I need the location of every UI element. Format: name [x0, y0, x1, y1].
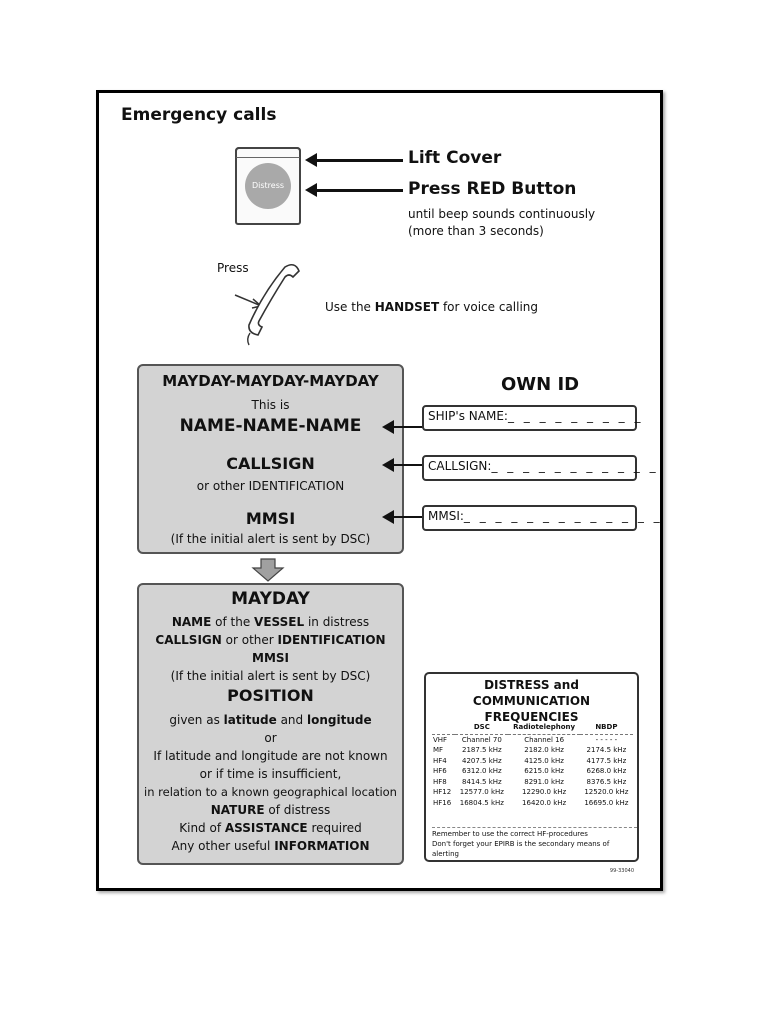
frequencies-notes — [432, 827, 637, 859]
nbdp-cell: 8376.5 kHz — [586, 777, 627, 786]
assistance-bold: ASSISTANCE — [224, 821, 308, 835]
band-cell: VHF — [433, 735, 448, 744]
nature-line — [139, 803, 402, 817]
dsc-cell: 16804.5 kHz — [459, 798, 504, 807]
any-other-useful: Any other useful — [171, 839, 271, 853]
assistance-line — [139, 821, 402, 835]
geo-location-line: in relation to a known geographical location — [144, 785, 397, 799]
hf-procedures-note: Remember to use the correct HF-procedures — [432, 830, 588, 838]
emergency-calls-card — [96, 90, 663, 891]
frequencies-title-line2: FREQUENCIES — [484, 710, 579, 724]
col-radiotelephony: Radiotelephony — [508, 722, 579, 735]
insufficient-line: or if time is insufficient, — [199, 767, 342, 781]
frequencies-title-line1: DISTRESS and COMMUNICATION — [472, 678, 591, 708]
ship-name-blank: _ _ _ _ _ _ _ _ _ — [507, 409, 644, 423]
cover-lid — [235, 147, 301, 158]
callsign-field[interactable] — [422, 455, 659, 481]
nbdp-cell: 12520.0 kHz — [584, 788, 629, 796]
dsc-cell: 2187.5 kHz — [462, 746, 502, 754]
table-row — [432, 756, 633, 767]
dsc-cell: 6312.0 kHz — [462, 767, 502, 775]
ship-name-arrow-head — [382, 420, 394, 434]
identification-bold: IDENTIFICATION — [277, 633, 386, 647]
nbdp-cell: 6268.0 kHz — [586, 767, 627, 775]
callsign-line — [139, 633, 402, 647]
handset-icon — [217, 253, 317, 353]
this-is: This is — [251, 398, 290, 412]
handset-instruction — [325, 300, 538, 314]
table-row — [432, 788, 633, 799]
dsc-cell: 8414.5 kHz — [462, 777, 502, 786]
lift-cover-arrow-head — [305, 153, 317, 167]
band-cell: MF — [433, 746, 444, 754]
name-of-the: of the — [215, 615, 251, 629]
dsc-cell: 12577.0 kHz — [459, 788, 504, 796]
down-arrow-icon — [251, 558, 285, 582]
col-dsc: DSC — [455, 722, 508, 735]
frequencies-title — [426, 677, 637, 725]
table-row — [432, 777, 633, 788]
or-line: or — [264, 731, 277, 745]
callsign-arrow-head — [382, 458, 394, 472]
table-row — [432, 798, 633, 809]
lift-cover-arrow-line — [315, 159, 403, 162]
and-word: and — [280, 713, 304, 727]
mayday-repeat: MAYDAY-MAYDAY-MAYDAY — [162, 372, 379, 390]
position-heading: POSITION — [227, 686, 314, 705]
name-repeat: NAME-NAME-NAME — [179, 416, 362, 436]
mmsi-connector — [391, 516, 425, 518]
press-label: Press — [217, 261, 249, 275]
epirb-note: Don't forget your EPIRB is the secondary means of alerting — [432, 840, 610, 858]
handset-prefix: Use the — [325, 300, 371, 314]
nbdp-cell: 2174.5 kHz — [586, 746, 627, 754]
nbdp-cell: 16695.0 kHz — [584, 798, 629, 807]
vessel-line — [139, 615, 402, 629]
mmsi-blank: _ _ _ _ _ _ _ _ _ _ _ _ _ — [463, 509, 663, 523]
mmsi-arrow-head — [382, 510, 394, 524]
information-line — [139, 839, 402, 853]
ship-name-field[interactable] — [422, 405, 644, 431]
nbdp-cell: - - - - - — [595, 735, 618, 744]
dsc-note: (If the initial alert is sent by DSC) — [170, 532, 371, 546]
distress-button: Distress — [245, 163, 291, 209]
mmsi-line: MMSI — [252, 651, 289, 665]
page-title: Emergency calls — [121, 105, 277, 125]
radiotelephony-cell: 4125.0 kHz — [524, 756, 564, 765]
press-red-arrow-line — [315, 189, 403, 192]
nbdp-cell: 4177.5 kHz — [586, 756, 627, 765]
kind-of: Kind of — [179, 821, 222, 835]
required-word: required — [311, 821, 362, 835]
band-cell: HF12 — [433, 788, 452, 796]
beep-instruction: until beep sounds continuously (more than 3 seconds) — [408, 207, 596, 238]
dsc-cell: 4207.5 kHz — [462, 756, 502, 765]
col-band — [432, 722, 455, 735]
mayday-call-panel — [137, 364, 404, 554]
callsign-heading: CALLSIGN — [226, 454, 315, 473]
ship-name-connector — [391, 426, 425, 428]
in-distress: in distress — [307, 615, 370, 629]
band-cell: HF16 — [433, 798, 452, 807]
lift-cover-label: Lift Cover — [408, 148, 502, 168]
lat-lon-line — [139, 713, 402, 727]
callsign-bold: CALLSIGN — [155, 633, 222, 647]
name-bold: NAME — [171, 615, 212, 629]
radiotelephony-cell: 16420.0 kHz — [522, 798, 567, 807]
distress-button-cover — [235, 147, 301, 225]
or-other: or other — [225, 633, 274, 647]
handset-bold: HANDSET — [374, 300, 440, 314]
document-reference: 99-33040 — [609, 868, 634, 874]
mmsi-field[interactable] — [422, 505, 663, 531]
vessel-bold: VESSEL — [254, 615, 305, 629]
other-identification: or other IDENTIFICATION — [196, 479, 345, 493]
of-distress: of distress — [268, 803, 331, 817]
radiotelephony-cell: Channel 16 — [524, 735, 565, 744]
table-row — [432, 746, 633, 757]
callsign-label: CALLSIGN: — [428, 459, 492, 473]
table-row — [432, 735, 633, 746]
handset-suffix: for voice calling — [442, 300, 539, 314]
radiotelephony-cell: 2182.0 kHz — [524, 746, 564, 754]
col-nbdp: NBDP — [580, 722, 633, 735]
mayday-heading: MAYDAY — [231, 589, 310, 609]
radiotelephony-cell: 12290.0 kHz — [522, 788, 567, 796]
frequencies-header-row — [432, 722, 633, 735]
longitude-bold: longitude — [306, 713, 372, 727]
latitude-bold: latitude — [223, 713, 277, 727]
frequencies-box — [424, 672, 639, 862]
own-id-heading: OWN ID — [501, 374, 580, 395]
callsign-blank: _ _ _ _ _ _ _ _ _ _ _ — [491, 459, 659, 473]
given-as: given as — [169, 713, 220, 727]
unknown-line: If latitude and longitude are not known — [153, 749, 388, 763]
callsign-connector — [391, 464, 425, 466]
mayday-message-panel — [137, 583, 404, 865]
dsc-line: (If the initial alert is sent by DSC) — [170, 669, 371, 683]
mmsi-heading: MMSI — [245, 509, 296, 528]
nature-bold: NATURE — [210, 803, 265, 817]
table-row — [432, 767, 633, 778]
information-bold: INFORMATION — [274, 839, 370, 853]
press-red-arrow-head — [305, 183, 317, 197]
dsc-cell: Channel 70 — [461, 735, 502, 744]
ship-name-label: SHIP's NAME: — [428, 409, 508, 423]
frequencies-table — [432, 722, 633, 809]
band-cell: HF8 — [433, 777, 447, 786]
band-cell: HF4 — [433, 756, 447, 765]
band-cell: HF6 — [433, 767, 447, 775]
radiotelephony-cell: 8291.0 kHz — [524, 777, 564, 786]
mmsi-label: MMSI: — [428, 509, 464, 523]
press-red-label: Press RED Button — [408, 179, 577, 199]
radiotelephony-cell: 6215.0 kHz — [524, 767, 564, 775]
